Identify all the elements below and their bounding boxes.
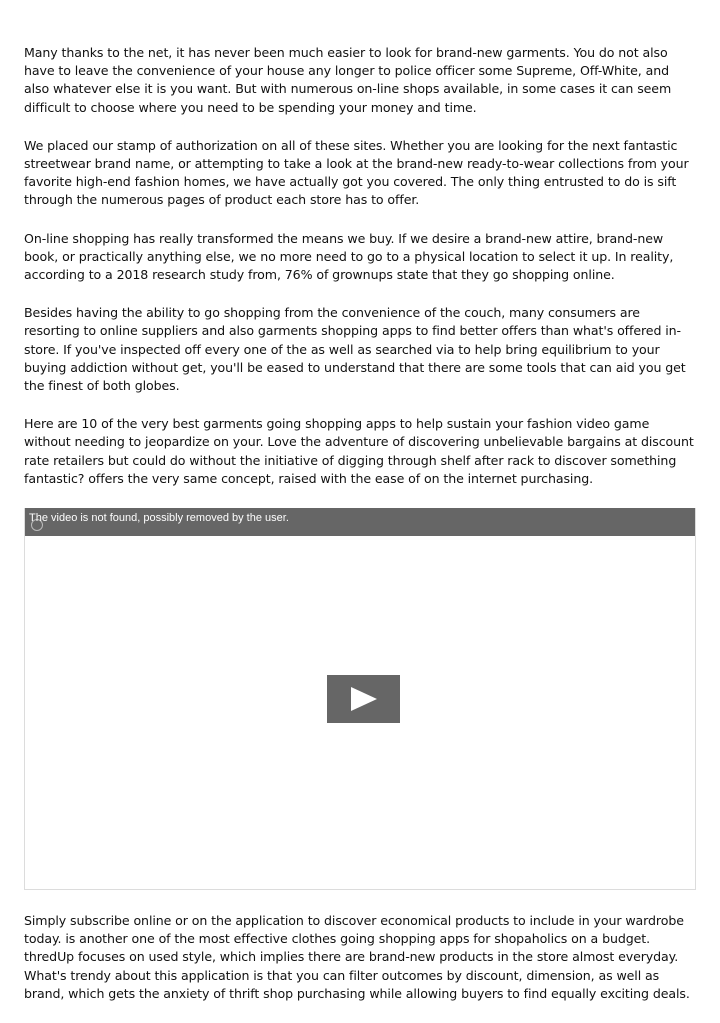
video-error-message: The video is not found, possibly removed by the user. — [29, 512, 289, 525]
play-button[interactable] — [327, 675, 400, 723]
paragraph: Here are 10 of the very best garments going shopping apps to help sustain your fashion video game without needing to jeopardize on your. Love the adventure of discovering unbelievable bargains at discount rate retailers but could do without the initiative of digging through shelf after rack to discover something fantastic? offers the very same concept, raised with the ease of on the internet purchasing. — [24, 416, 694, 486]
paragraph: Many thanks to the net, it has never been much easier to look for brand-new garments. You do not also have to leave the convenience of your house any longer to police officer some Supreme, Off-White, and also whatever else it is you want. But with numerous on-line shops available, in some cases it can seem difficult to choose where you need to be spending your money and time. — [24, 45, 672, 115]
article — [24, 44, 696, 1023]
paragraph: Besides having the ability to go shopping from the convenience of the couch, many consumers are resorting to online suppliers and also garments shopping apps to find better offers than what's offered in-store. If you've inspected off every one of the as well as searched via to help bring equilibrium to your buying addiction without get, you'll be eased to understand that there are some tools that can aid you get the finest of both globes. — [24, 305, 686, 394]
video-player[interactable] — [24, 508, 696, 890]
paragraph: We placed our stamp of authorization on all of these sites. Whether you are looking for the next fantastic streetwear brand name, or attempting to take a look at the brand-new ready-to-wear collections from your favorite high-end fashion homes, we have actually got you covered. The only thing entrusted to do is sift through the numerous pages of product each store has to offer. — [24, 137, 689, 208]
video-title-bar — [25, 508, 695, 536]
paragraph: Simply subscribe online or on the application to discover economical products to include in your wardrobe today. is another one of the most effective clothes going shopping apps for shopaholics on a budget. thredUp focuses on used style, which implies there are brand-new products in the store almost everyday. What's trendy about this application is that you can filter outcomes by discount, dimension, as well as brand, which gets the anxiety of thrift shop purchasing while allowing buyers to find equally exciting deals. — [24, 913, 690, 1001]
play-icon — [351, 687, 377, 711]
paragraph: On-line shopping has really transformed the means we buy. If we desire a brand-new attire, brand-new book, or practically anything else, we no more need to go to a physical location to select it up. In reality, according to a 2018 research study from, 76% of grownups state that they go shopping online. — [24, 230, 674, 283]
